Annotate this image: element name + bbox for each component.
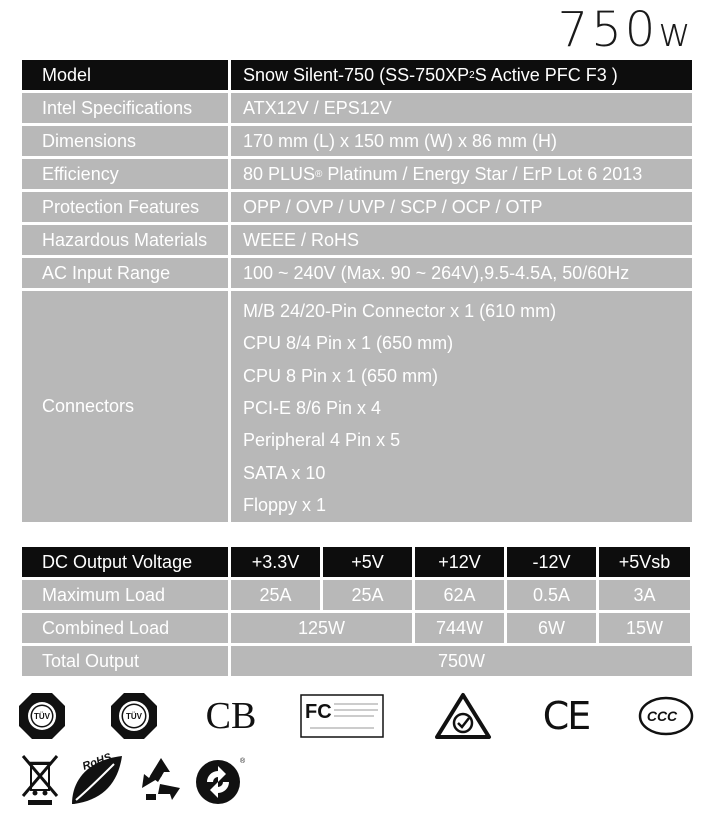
spec-key: Intel Specifications xyxy=(22,93,228,123)
tuv-rheinland-icon xyxy=(18,692,66,740)
dc-cell: 6W xyxy=(507,613,596,643)
ce-mark-icon: CE xyxy=(542,694,590,738)
spec-row-protection xyxy=(22,192,692,222)
dc-cell: 744W xyxy=(415,613,504,643)
dc-header-cell: +5V xyxy=(323,547,412,577)
efficiency-sup: ® xyxy=(315,168,323,180)
cb-scheme-icon: CB xyxy=(205,695,257,737)
efficiency-text: 80 PLUS xyxy=(243,163,316,184)
tuv-sud-icon xyxy=(110,692,158,740)
weee-bin-icon xyxy=(20,752,60,806)
model-rest: S Active PFC F3 ) xyxy=(474,64,618,85)
svg-text:RoHS: RoHS xyxy=(80,751,114,773)
spec-row-model xyxy=(22,60,692,90)
connector-item: SATA x 10 xyxy=(243,462,326,483)
spec-key: Hazardous Materials xyxy=(22,225,228,255)
spec-value: ATX12V / EPS12V xyxy=(231,93,692,123)
spec-value xyxy=(231,159,692,189)
dc-cell: 25A xyxy=(323,580,412,610)
connector-item: Peripheral 4 Pin x 5 xyxy=(243,430,401,451)
dc-row-label: Combined Load xyxy=(22,613,228,643)
spec-row-hazardous xyxy=(22,225,692,255)
dc-header-cell: +3.3V xyxy=(231,547,320,577)
dc-cell: 750W xyxy=(231,646,692,676)
spec-row-connectors xyxy=(22,291,692,522)
fcc-icon xyxy=(300,694,384,738)
dc-cell: 25A xyxy=(231,580,320,610)
green-dot-icon xyxy=(194,754,250,806)
spec-value: 170 mm (L) x 150 mm (W) x 86 mm (H) xyxy=(231,126,692,156)
spec-key: Efficiency xyxy=(22,159,228,189)
dc-combined-row xyxy=(22,613,692,643)
dc-header-cell: -12V xyxy=(507,547,596,577)
model-text: Snow Silent-750 (SS-750XP xyxy=(243,64,470,85)
wattage-title xyxy=(558,2,694,58)
connector-list xyxy=(231,291,692,522)
dc-cell: 15W xyxy=(599,613,690,643)
connector-item: M/B 24/20-Pin Connector x 1 (610 mm) xyxy=(243,300,557,321)
connector-item: Floppy x 1 xyxy=(243,495,327,516)
dc-total-row xyxy=(22,646,692,676)
rcm-icon xyxy=(434,692,492,740)
svg-text:CCC: CCC xyxy=(646,708,678,724)
dc-output-table xyxy=(22,547,692,679)
rohs-leaf-icon xyxy=(66,750,126,808)
efficiency-rest: Platinum / Energy Star / ErP Lot 6 2013 xyxy=(322,163,643,184)
spec-value: 100 ~ 240V (Max. 90 ~ 264V),9.5-4.5A, 50/60Hz xyxy=(231,258,692,288)
model-sup: 2 xyxy=(469,69,475,81)
connector-item: CPU 8 Pin x 1 (650 mm) xyxy=(243,365,439,386)
dc-row-label: Maximum Load xyxy=(22,580,228,610)
dc-row-label: Total Output xyxy=(22,646,228,676)
dc-header-label: DC Output Voltage xyxy=(22,547,228,577)
spec-value: OPP / OVP / UVP / SCP / OCP / OTP xyxy=(231,192,692,222)
dc-max-load-row xyxy=(22,580,692,610)
spec-key: Protection Features xyxy=(22,192,228,222)
dc-cell: 0.5A xyxy=(507,580,596,610)
ccc-icon xyxy=(638,696,694,736)
svg-text:®: ® xyxy=(240,758,246,765)
svg-text:TÜV: TÜV xyxy=(34,712,50,721)
spec-row-ac-input xyxy=(22,258,692,288)
dc-header-cell: +5Vsb xyxy=(599,547,690,577)
spec-row-intel xyxy=(22,93,692,123)
spec-row-dimensions xyxy=(22,126,692,156)
dc-cell: 125W xyxy=(231,613,412,643)
wattage-unit: w xyxy=(658,10,694,56)
dc-cell: 62A xyxy=(415,580,504,610)
dc-header-row xyxy=(22,547,692,577)
recycle-icon xyxy=(136,754,186,804)
connector-item: PCI-E 8/6 Pin x 4 xyxy=(243,397,382,418)
dc-header-cell: +12V xyxy=(415,547,504,577)
spec-key: Model xyxy=(22,60,228,90)
spec-key: AC Input Range xyxy=(22,258,228,288)
spec-key: Dimensions xyxy=(22,126,228,156)
spec-key: Connectors xyxy=(22,291,228,522)
wattage-number: 750 xyxy=(557,2,659,58)
dc-cell: 3A xyxy=(599,580,690,610)
certification-row-1 xyxy=(18,688,698,743)
svg-text:FC: FC xyxy=(305,701,332,723)
svg-text:TÜV: TÜV xyxy=(126,712,142,721)
spec-table xyxy=(22,60,692,525)
connector-item: CPU 8/4 Pin x 1 (650 mm) xyxy=(243,333,454,354)
spec-value xyxy=(231,60,692,90)
spec-value: WEEE / RoHS xyxy=(231,225,692,255)
spec-row-efficiency xyxy=(22,159,692,189)
